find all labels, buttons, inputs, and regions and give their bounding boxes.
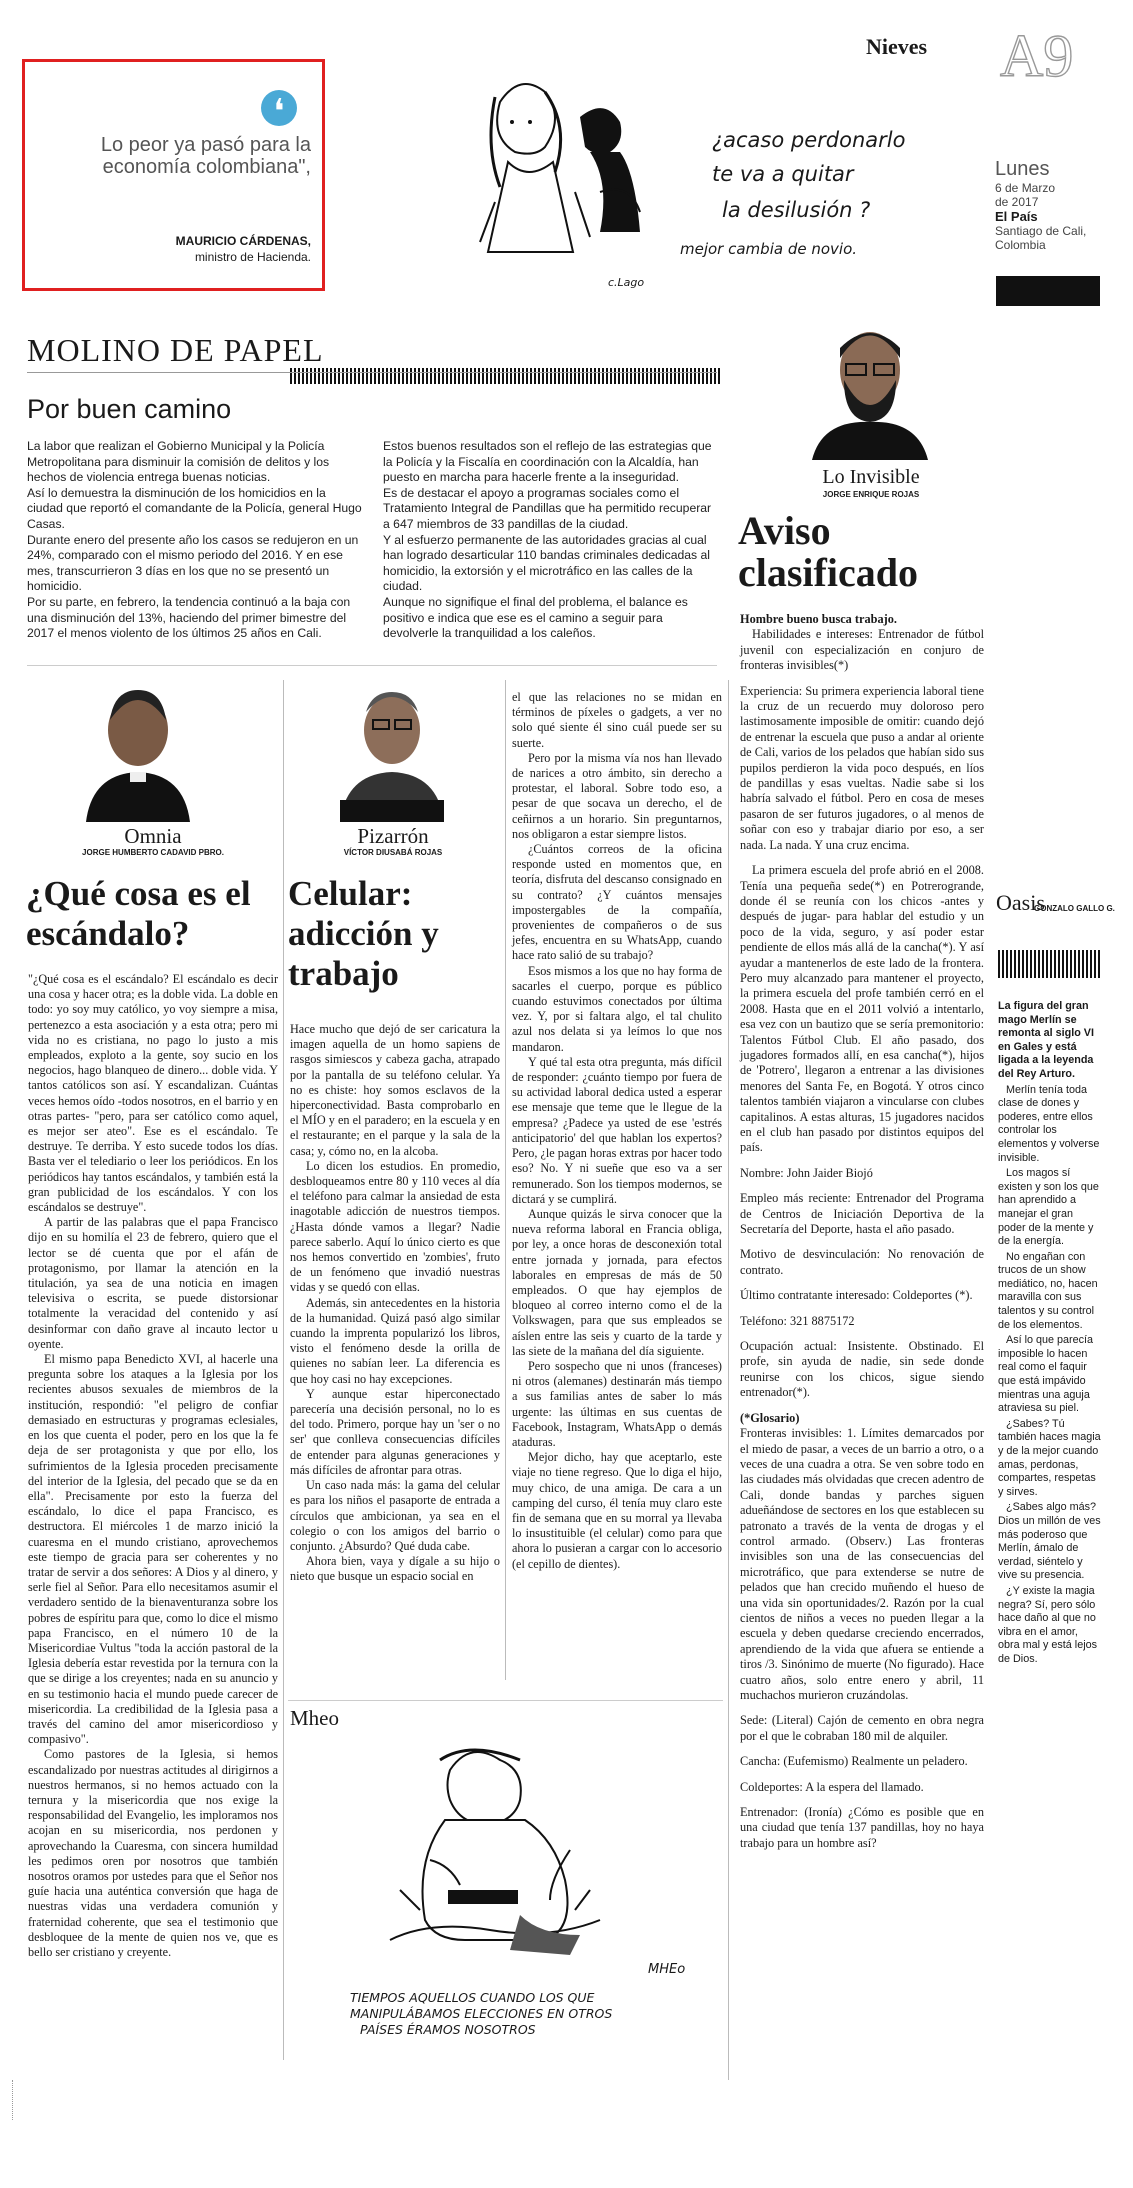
omnia-p4: Como pastores de la Iglesia, si hemos escandalizado por nuestras actitudes al dirigirnos a nuestros hermanos, si no hemos actuado con la ternura y la misericordia que nos exige la responsabilidad del Evangelio, les imploramos nos acojan en su misericordia, nos perdonen y aprovechando la Cuaresma, con sincera humildad les pedimos oren por nosotros que también nosotros oramos por ustedes para que el Señor nos guíe hacia una auténtica conversión que haga de nuestras vidas una verdadera comunión y fraternidad coherente, que sea el testimonio que desbloquee de la mente de quien nos ve, que es bello ser cristiano y creyente. <box>28 1747 278 1959</box>
mheo-caption-1: TIEMPOS AQUELLOS CUANDO LOS QUE <box>350 1990 595 2005</box>
quote-author: MAURICIO CÁRDENAS, <box>175 234 311 248</box>
col-separator-1 <box>283 680 284 2060</box>
invisible-p6: Motivo de desvinculación: No renovación de contrato. <box>740 1247 984 1277</box>
omnia-p3: El mismo papa Benedicto XVI, al hacerle una pregunta sobre los ataques a la Iglesia por los recientes abusos sexuales de miembros de la institución, respondió: "el peligro de confiar demasiado en estructuras y programas eclesiales, en los que cuenta el poder, pero en los que la fe deja de ser protagonista y que por ello, los sufrimientos de la Iglesia proceden precisamente del interior de la Iglesia, del pecado que se da en ella". Precisamente por esto la fuerza del escándalo, lo dice el papa Francisco, es destructora. El miércoles 1 de marzo inició la cuaresma en el mundo cristiano, aprovechemos este tiempo de gracia para ser coherentes y no tratar de servir a dos señores: A Dios y al dinero, y serle fiel al Señor. Para ello necesitamos asumir el verdadero sentido de la bienaventuranza sobre los pobres de espíritu para que, como lo dice el mismo papa Francisco, en el número 10 de la Misericordiae Vultus "toda la acción pastoral de la Iglesia debería estar revestida por la ternura con la que se dirige a los creyentes; nada en su anuncio y en su testimonio hacia el mundo puede carecer de misericordia. La credibilidad de la Iglesia pasa a través del camino del amor misericordioso y compasivo". <box>28 1352 278 1747</box>
mheo-cartoon-drawing <box>330 1740 710 1980</box>
invisible-body <box>740 612 984 1861</box>
invisible-p4: Nombre: John Jaider Biojó <box>740 1165 873 1180</box>
invisible-p10: Fronteras invisibles: 1. Límites demarcados por el miedo de pasar, a veces de un barrio a otro, o a veces de una cuadra a otra. Se ven sobre todo en las ciudades más olvidadas que crecen adentro de Cali, donde bandas y parches siguen adueñándose de sectores en los que establecen su patronato a través de la venta de drogas y el control armado. (Observ.) Las fronteras invisibles son una de las consecuencias del microtráfico, que para extenderse se nutre de pelados que han crecido muñendo el hueso de una vida sin oportunidades/2. Razón por la cual cientos de niños a veces no pueden llegar a la escuela y deben quedarse creciendo encerrados, aprendiendo de la vida que afuera se entiende a tiros /3. Sinónimo de muerte (No figurado). Hace cuatro años, solo entre enero y abril, 11 muchachos murieron cruzándolas. <box>740 1426 984 1702</box>
date-day: Lunes <box>995 158 1050 180</box>
molino-col1-p1: La labor que realizan el Gobierno Municipal y la Policía Metropolitana para disminuir la comisión de delitos y los hechos de violencia entrega buenas noticias. <box>27 439 330 485</box>
cartoon-signature: c.Lago <box>608 276 645 289</box>
invisible-p8: Teléfono: 321 8875172 <box>740 1313 855 1328</box>
pizarron-author: VÍCTOR DIUSABÁ ROJAS <box>343 848 443 857</box>
pizarron-p3: Además, sin antecedentes en la historia de la humanidad. Quizá pasó algo similar cuando la imprenta popularizó los libros, visto el fenómeno desde la orilla de quienes no sabían leer. La diferencia es que hoy casi no hay excepciones. <box>290 1295 500 1386</box>
col-separator-2 <box>505 680 506 1680</box>
mheo-caption-2: MANIPULÁBAMOS ELECCIONES EN OTROS <box>350 2006 613 2021</box>
oasis-author: GONZALO GALLO G. <box>1034 904 1115 913</box>
oasis-p7: ¿Y existe la magia negra? Sí, pero sólo hace daño al que no vibra en el amor, obra mal y está lejos de Dios. <box>998 1584 1098 1665</box>
section-name: Nieves <box>866 34 928 59</box>
oasis-p5: ¿Sabes? Tú también haces magia y de la mejor cuando amas, perdonas, compartes, respetas y sirves. <box>998 1417 1101 1498</box>
invisible-p11: Sede: (Literal) Cajón de cemento en obra negra por el que le cobraban 180 mil de alquiler. <box>740 1713 984 1743</box>
mheo-top-rule <box>288 1700 723 1701</box>
date-date: 6 de Marzo <box>995 181 1056 195</box>
invisible-p3: La primera escuela del profe abrió en el 2008. Tenía una pequeña sede(*) en Potrerogrande, donde él se reunía con los chicos -antes y después de jugar- para hablar del estudio y un poco de la vida, seguro, y así poder estar pendiente de ellos más allá de la cancha(*). Y así ayudar a mantenerlos de este lado de la frontera. Pero muy alcanzado para mantener el proyecto, la primera escuela del profe también cerró en el 2008. Hasta que en el 2011 volvió a intentarlo, esa vez con un bautizo que se sería premonitorio: Talentos Fútbol Club. El año pasado, dos jugadores formados allí, en esa cancha(*), hijos de 'Potrero', llegaron a entrenar a las divisiones menores del Santa Fe, en Bogotá. Y otros cinco talentos también viajaron a vincularse con clubes capitalinos. A estas alturas, 15 jugadores nacidos en el club han pasado por distintos equipos del país. <box>740 863 984 1155</box>
molino-col2-p4: Aunque no signifique el final del problema, el balance es positivo e indica que ese es el camino a seguir para devolverle la tranquilidad a los caleños. <box>383 594 688 641</box>
date-block <box>995 158 1115 252</box>
molino-col2-p1: Estos buenos resultados son el reflejo de las estrategias que la Policía y la Fiscalía en coordinación con la Alcaldía, han puesto en marcha para hacerle frente a la inseguridad. <box>383 439 712 485</box>
oasis-p1: Merlín tenía toda clase de dones y poderes, entre ellos controlar los elementos y volverse invisible. <box>998 1083 1100 1164</box>
cartoon-caption-2: te va a quitar <box>712 162 854 186</box>
molino-rule <box>27 372 717 373</box>
invisible-p9: Ocupación actual: Insistente. Obstinado. El profe, sin ayuda de nadie, sin sede donde reunirse con los chicos, sigue siendo entrenador(*). <box>740 1339 984 1400</box>
molino-col1-p3: Durante enero del presente año los casos se redujeron en un 24%, comparado con el mismo periodo del 2016. Y en ese mes, transcurrieron 3 días en los que no se presentó un homicidio. <box>27 532 359 594</box>
oasis-p4: Así lo que parecía imposible lo hacen real como el faquir que está impávido mientras una aguja atraviesa su piel. <box>998 1334 1094 1415</box>
oasis-lead: La figura del gran mago Merlín se remonta al siglo VI en Gales y está ligada a la leyenda del Rey Arturo. <box>998 1000 1094 1080</box>
molino-col-1 <box>27 439 362 642</box>
pizarron-c2-p5: Y qué tal esta otra pregunta, más difícil de responder: ¿cuánto tiempo por fuera de su actividad laboral dedica usted a esperar ese mensaje que teme que le llegue de la empresa? ¿Padece ya usted de ese 'estrés anticipatorio' del que hablan los expertos? Pero, ¿le pagan horas extras por hacer todo eso? No. Y ni sueñe que eso va a ser remunerado. Son los tiempos modernos, se dictará y se cumplirá. <box>512 1054 722 1206</box>
invisible-p14: Entrenador: (Ironía) ¿Cómo es posible que en una ciudad que tenía 137 pandillas, hoy no haya trabajo para un hombre así? <box>740 1805 984 1850</box>
pizarron-c2-p6: Aunque quizás le sirva conocer que la nueva reforma laboral en Francia obliga, por ley, a once horas de desconexión total entre jornada y jornada, para efectos laborales en empresas de más de 50 empleados. O que hay ejemplos de bloqueo al correo interno como el de la Volkswagen, para que sus empleados se aíslen entre las seis y cuarto de la tarde y las siete de la mañana del día siguiente. <box>512 1206 722 1358</box>
pizarron-body-1 <box>290 1022 500 1585</box>
cartoon-caption-1: ¿acaso perdonarlo <box>712 128 906 152</box>
country-name: Colombia <box>995 238 1046 252</box>
pizarron-c2-p1: el que las relaciones no se midan en términos de píxeles o gadgets, a ver no solo qué siente él sino cuál puede ser su suerte. <box>512 690 722 750</box>
pizarron-p5: Un caso nada más: la gama del celular es para los niños el pasaporte de entrada a círculos que ambicionan, ya sea en el colegio o con los amigos del barrio o conjunto. ¿Absurdo? Qué duda cabe. <box>290 1478 500 1553</box>
invisible-column-name: Lo Invisible <box>822 466 920 488</box>
rojas-portrait <box>812 318 928 460</box>
mheo-cartoon <box>330 1740 710 2070</box>
invisible-p13: Coldeportes: A la espera del llamado. <box>740 1779 924 1794</box>
cartoon-caption-3: la desilusión ? <box>722 198 871 222</box>
pizarron-p6: Ahora bien, vaya y dígale a su hijo o nieto que busque un espacio social en <box>290 1554 500 1584</box>
invisible-glosario: (*Glosario) <box>740 1410 800 1425</box>
omnia-body <box>28 972 278 1960</box>
mheo-signature: MHEo <box>648 1962 686 1977</box>
pizarron-c2-p7: Pero sospecho que ni unos (franceses) ni otros (alemanes) destinarán más tiempo a sus familias antes de saber lo más urgente: las últimas en sus cuentas de Facebook, Instagram, WhatsApp o demás ataduras. <box>512 1358 722 1449</box>
molino-title: Por buen camino <box>27 394 232 424</box>
top-cartoon <box>440 62 960 302</box>
invisible-title: Aviso clasificado <box>738 508 918 595</box>
invisible-p7: Último contratante interesado: Coldeportes (*). <box>740 1288 973 1303</box>
oasis-column-name: Oasis <box>996 890 1045 915</box>
oasis-body <box>998 1000 1102 1667</box>
invisible-p5: Empleo más reciente: Entrenador del Programa de Centros de Iniciación Deportiva de la Secretaría del Deporte, hasta el año pasado. <box>740 1191 984 1237</box>
omnia-title: ¿Qué cosa es el escándalo? <box>26 874 251 953</box>
city-name: Santiago de Cali, <box>995 224 1087 238</box>
omnia-p1: "¿Qué cosa es el escándalo? El escándalo es decir una cosa y hacer otra; es la doble vida. La doble en todo: yo soy muy católico, yo voy siempre a misa, pertenezco a esta asociación y a esta otra; pero mi vida no es cristiana, no pago lo justo a mis empleados, exploto a la gente, soy sucio en los negocios, hago blanqueo de dinero... doble vida. Y tantos católicos son así. Y escandalizan. Cuántas veces hemos oído -todos nosotros, en el barrio y en otras partes- "pero, para ser católico como aquel, es mejor ser ateo". Ese es el escándalo. Te destruye. Te derriba. Y esto sucede todos los días. Basta ver el telediario o leer los periódicos. En los periódicos hay tantos escándalos, y también está la gran publicidad de los escándalos. Y con los escándalos se destruye". <box>28 972 278 1215</box>
molino-col2-p2: Es de destacar el apoyo a programas sociales como el Tratamiento Integral de Pandillas que ha permitido recuperar a 647 miembros de 33 pandillas de la ciudad. <box>383 485 712 531</box>
oasis-p6: ¿Sabes algo más? Dios un millón de ves más poderoso que Merlín, ámalo de verdad, siéntelo y vive su presencia. <box>998 1501 1101 1582</box>
molino-col1-p4: Por su parte, en febrero, la tendencia continuó a la baja con una disminución del 13%, haciendo del primer bimestre del 2017 el menos violento de los últimos 25 años en Cali. <box>27 594 351 641</box>
invisible-author: JORGE ENRIQUE ROJAS <box>822 490 920 499</box>
molino-col-2 <box>383 439 718 642</box>
invisible-p1: Habilidades e intereses: Entrenador de fútbol juvenil con especialización en conjuro de fronteras invisibles(*) <box>740 627 984 673</box>
page-edge-marks <box>12 2080 13 2120</box>
cadavid-portrait <box>86 672 190 822</box>
pizarron-c2-p2: Pero por la misma vía nos han llevado de narices a otro ámbito, sin derecho a protestar, el laboral. Sobre todo eso, a pesar de que socava un derecho, el de ceñirnos a un horario. Sin preguntarnos, nos obligaron a estar siempre listos. <box>512 750 722 841</box>
mheo-caption-3: PAÍSES ÉRAMOS NOSOTROS <box>360 2022 536 2037</box>
page-number: A9 <box>1000 23 1074 89</box>
pizarron-column-name: Pizarrón <box>357 824 429 848</box>
pizarron-p1: Hace mucho que dejó de ser caricatura la imagen aquella de un homo sapiens de rasgos simiescos y cabeza gacha, atrapado por la pantalla de su teléfono celular. Ya no es chiste: hoy somos esclavos de la hiperconectividad. Basta comprobarlo en el MÍO y en el paradero; en la escuela y en el restaurante; en el parque y la sala de la casa; y, cómo no, en la alcoba. <box>290 1022 500 1158</box>
oasis-p3: No engañan con trucos de un show mediático, no, hacen maravilla con sus talentos y su control de los elementos. <box>998 1250 1098 1331</box>
pizarron-body-2 <box>512 690 722 1572</box>
date-year: de 2017 <box>995 195 1039 209</box>
quote-role: ministro de Hacienda. <box>194 250 311 264</box>
oasis-hatch-bar <box>998 950 1102 978</box>
invisible-p12: Cancha: (Eufemismo) Realmente un peladero. <box>740 1754 968 1769</box>
paper-name: El País <box>995 209 1038 224</box>
header-black-bar <box>996 276 1100 306</box>
col-separator-3 <box>728 680 729 2080</box>
molino-col2-p3: Y al esfuerzo permanente de las autoridades gracias al cual han logrado desarticular 110 bandas criminales dedicadas al homicidio, la extorsión y el microtráfico en las calles de la ciudad. <box>383 532 711 594</box>
molino-kicker: MOLINO DE PAPEL <box>27 332 324 368</box>
cartoon-couple-drawing <box>440 62 670 302</box>
diusaba-portrait <box>340 672 444 822</box>
pizarron-p2: Lo dicen los estudios. En promedio, desbloqueamos entre 80 y 110 veces al día el teléfono para calmar la ansiedad de esta inagotable adicción de nuestros tiempos. ¿Hasta dónde vamos a llegar? Nadie parece saberlo. Aquí lo único cierto es que nos hemos convertido en 'zombies', fruto de un fenómeno que invadió nuestras vidas y se quedó con ellas. <box>290 1158 500 1295</box>
mheo-label: Mheo <box>290 1706 339 1730</box>
molino-bottom-rule <box>27 665 717 666</box>
pizarron-c2-p8: Mejor dicho, hay que aceptarlo, este viaje no tiene regreso. Que lo diga el hijo, muy chico, de una amiga. De cara a un camping del curso, él tenía muy claro este fin de semana que en su morral ya llevaba lo insustituible (el celular) como para que ahora lo pusieran a cargar con lo accesorio (el cepillo de dientes). <box>512 1450 722 1571</box>
pizarron-c2-p4: Esos mismos a los que no hay forma de sacarles el cuerpo, porque es público cuando estuvimos conectados por última vez. Y, por si faltara algo, el tal chulito azul nos delata si ya leímos lo que nos mandaron. <box>512 963 722 1054</box>
omnia-author: JORGE HUMBERTO CADAVID PBRO. <box>82 848 224 857</box>
oasis-p2: Los magos sí existen y son los que han aprendido a manejar el gran poder de la mente y de la energía. <box>998 1167 1099 1248</box>
invisible-lead: Hombre bueno busca trabajo. <box>740 612 897 626</box>
omnia-column-name: Omnia <box>124 824 182 848</box>
quote-icon: ❛ <box>261 90 297 126</box>
quote-text: Lo peor ya pasó para la economía colombiana", <box>100 134 311 178</box>
omnia-p2: A partir de las palabras que el papa Francisco dijo en su homilía el 23 de febrero, quiero que el lector se dé cuenta que por el afán de protagonismo, por llamar la atención en la titulación, ya sea de una noticia en imagen televisiva o escrita, se puede distorsionar totalmente la veracidad del contenido y así desinformar con daño grave al incauto lector u oyente. <box>28 1215 278 1351</box>
quote-box <box>22 59 325 291</box>
molino-hatch-bar <box>290 368 720 384</box>
pizarron-p4: Y aunque estar hiperconectado parecería una decisión personal, no lo es del todo. Primero, porque hay un 'ser o no ser' que conlleva consecuencias difíciles de entender para algunas generaciones y más difíciles de afrontar para otras. <box>290 1386 500 1477</box>
pizarron-c2-p3: ¿Cuántos correos de la oficina responde usted en momentos que, en teoría, disfruta del descanso consignado en su contrato? ¿Y cuántos mensajes impostergables de la compañía, provenientes de compañeros o de sus jefes, encuentra en su WhatsApp, cuando hace rato salió de su trabajo? <box>512 842 722 963</box>
pizarron-title: Celular: adicción y trabajo <box>288 874 439 993</box>
cartoon-caption-4: mejor cambia de novio. <box>680 240 858 258</box>
invisible-p2: Experiencia: Su primera experiencia laboral tiene la cruz de un recuerdo muy doloroso pero lastimosamente imposible de omitir: cuando dejó de entrenar la escuela que puso a andar al oriente de Cali, varios de los pelados que habían sido sus pupilos perdieron la vida poco después, en líos de pandillas y esas vueltas. Nadie sabe si los habría salvado el fútbol. Pero en cosa de meses pasaron de ser futuros jugadores, o al menos de soñar con eso y trabajar diario por eso, a ser nada. La nada. Y una cruz encima. <box>740 683 984 852</box>
molino-col1-p2: Así lo demuestra la disminución de los homicidios en la ciudad que reportó el comandante de la Policía, general Hugo Casas. <box>27 485 362 531</box>
